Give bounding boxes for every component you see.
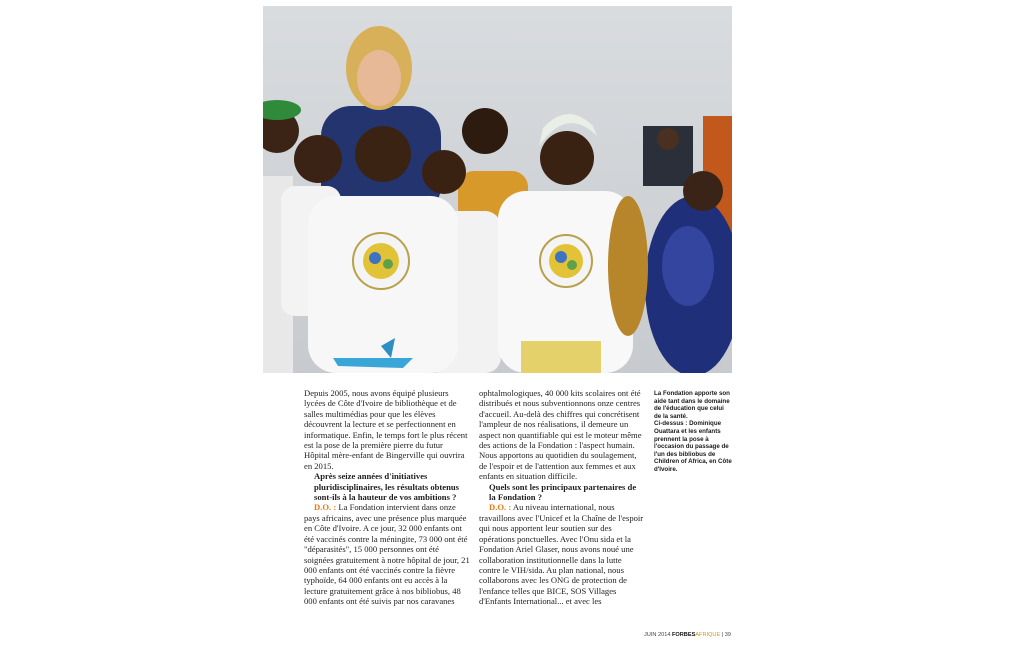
answer-text: Au niveau international, nous travaillons avec l'Unicef et la Chaîne de l'espoir qui nous apportent leur soutien sur des opérations ponctuelles. Avec l'Onu sida et la Fondation Ariel Glaser, nous avons noué une collaboration institutionnelle dans la lutte contre le VIH/sida. Au plan national, nous collaborons avec les ONG de protection de l'enfance telles que BICE, SOS Villages d'Enfants International... et avec les [479,502,644,607]
issue-date: JUIN 2014 [644,632,671,638]
speaker-initials: D.O. : [489,502,512,513]
article-column-2 [479,388,644,607]
answer-text: La Fondation intervient dans onze pays africains, avec une présence plus marquée en Côte d'Ivoire. A ce jour, 32 000 enfants ont été vaccinés contre la méningite, 73 000 ont été "déparasités", 15 000 personnes ont été soignées gratuitement à notre hôpital de jour, 21 000 enfants ont été vaccinés contre la fièvre typhoïde, 64 000 enfants ont eu accès à la lecture gratuitement grâce à nos bibliobus, 48 000 enfants ont été suivis par nos caravanes [304,502,470,607]
question-heading: Après seize années d'initiatives pluridisciplinaires, les résultats obtenus sont-ils à la hauteur de vos ambitions ? [314,471,459,503]
page-number: 39 [724,632,731,638]
magazine-brand: FORBES [672,632,696,638]
footer-separator: | [721,632,724,638]
magazine-brand-suffix: AFRIQUE [695,632,721,638]
caption-line: La Fondation apporte son aide tant dans le domaine de l'éducation que celui de la santé. [654,390,730,420]
question-heading: Quels sont les principaux partenaires de la Fondation ? [489,481,637,503]
answer-paragraph [304,502,470,606]
photo-caption [654,390,732,474]
paragraph: Depuis 2005, nous avons équipé plusieurs lycées de Côte d'Ivoire de bibliothèque et de salles multimédias pour que les élèves découvrent la lecture et se perfectionnent en informatique. Enfin, le temps fort le plus récent est la pose de la première pierre du futur Hôpital mère-enfant de Bingerville qui ouvrira en 2015. [304,388,468,471]
article-photo [263,6,732,373]
caption-line: Ci-dessus : Dominique Ouattara et les enfants prennent la pose à l'occasion du passage de l'un des bibliobus de Children of Africa, en Côte d'Ivoire. [654,420,732,473]
article-column-1 [304,388,470,607]
page-footer [644,632,731,638]
paragraph: ophtalmologiques, 40 000 kits scolaires ont été distribués et nous subventionnons onze centres d'accueil. Au-delà des chiffres qui concrétisent l'ampleur de nos réalisations, il demeure un aspect non quantifiable qui est le moteur même des actions de la Fondation : l'aspect humain. Nous apportons au quotidien du soulagement, de l'espoir et de l'attention aux femmes et aux enfants en situation difficile. [479,388,642,482]
photo-illustration [263,6,732,373]
answer-paragraph [479,502,644,606]
speaker-initials: D.O. : [314,502,337,513]
